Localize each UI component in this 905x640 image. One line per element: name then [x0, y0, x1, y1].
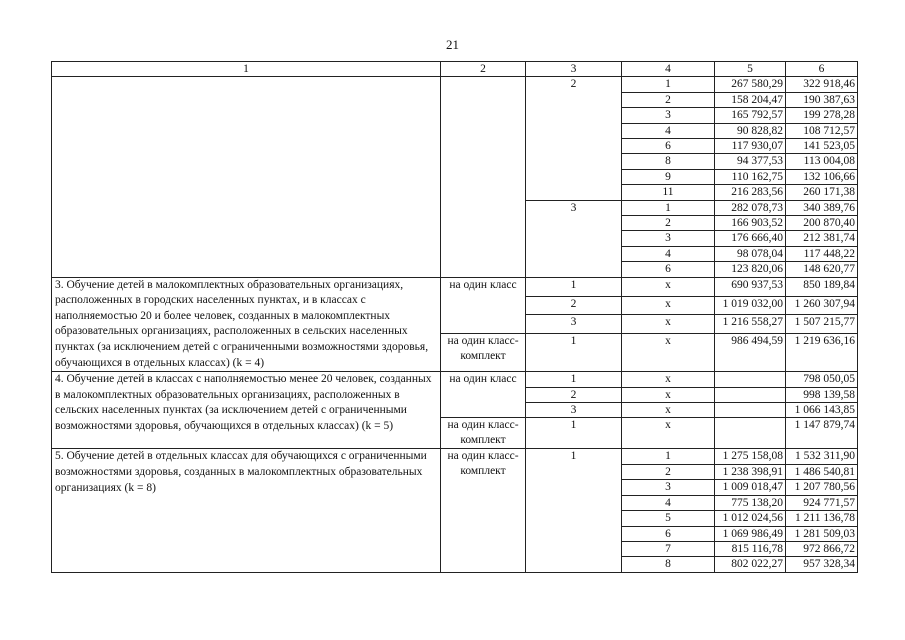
index-cell: 2 [622, 464, 715, 479]
header-row [52, 62, 858, 77]
header-cell-2: 2 [441, 62, 526, 77]
value-cell-5: 1 069 986,49 [715, 526, 786, 541]
value-cell-5: 90 828,82 [715, 123, 786, 138]
value-cell-5: 166 903,52 [715, 216, 786, 231]
index-cell: х [622, 372, 715, 387]
table-row [52, 277, 858, 296]
index-cell: 8 [622, 154, 715, 169]
index-cell: 7 [622, 541, 715, 556]
unit-cell [441, 77, 526, 277]
value-cell-5: 165 792,57 [715, 108, 786, 123]
unit-cell: на один класс [441, 372, 526, 418]
index-cell: 4 [622, 123, 715, 138]
index-cell: 1 [622, 77, 715, 92]
value-cell-6: 1 507 215,77 [786, 315, 858, 334]
value-cell-6: 260 171,38 [786, 185, 858, 200]
header-cell-4: 4 [622, 62, 715, 77]
value-cell-5: 1 012 024,56 [715, 511, 786, 526]
index-cell: 8 [622, 557, 715, 572]
value-cell-5: 94 377,53 [715, 154, 786, 169]
page-number: 21 [446, 37, 459, 52]
value-cell-5: 98 078,04 [715, 246, 786, 261]
value-cell-6: 117 448,22 [786, 246, 858, 261]
index-cell: х [622, 387, 715, 402]
value-cell-6: 924 771,57 [786, 495, 858, 510]
header-cell-5: 5 [715, 62, 786, 77]
index-cell: х [622, 334, 715, 372]
subgroup-cell: 3 [526, 200, 622, 277]
value-cell-6: 957 328,34 [786, 557, 858, 572]
value-cell-6: 1 532 311,90 [786, 449, 858, 464]
value-cell-6: 148 620,77 [786, 262, 858, 277]
subgroup-cell: 1 [526, 334, 622, 372]
value-cell-5: 123 820,06 [715, 262, 786, 277]
value-cell-5: 775 138,20 [715, 495, 786, 510]
index-cell: х [622, 418, 715, 449]
subgroup-cell: 1 [526, 418, 622, 449]
subgroup-cell: 2 [526, 77, 622, 200]
header-cell-6: 6 [786, 62, 858, 77]
description-cell: 5. Обучение детей в отдельных классах для обучающихся с ограниченными возможностями здоровья, созданных в малокомплектных образовательных организациях (k = 8) [52, 449, 441, 572]
tariff-table [51, 61, 858, 573]
unit-cell: на один класс-комплект [441, 334, 526, 372]
index-cell: х [622, 296, 715, 315]
unit-cell: на один класс-комплект [441, 449, 526, 572]
value-cell-6: 1 066 143,85 [786, 403, 858, 418]
description-cell: 3. Обучение детей в малокомплектных образовательных организациях, расположенных в городских населенных пунктах, и в классах с наполняемостью 20 и более человек, созданных в малокомплектных образовательных организациях, расположенных в сельских населенных пунктах (за исключением детей с ограниченными возможностями здоровья, обучающихся в отдельных классах) (k = 4) [52, 277, 441, 372]
value-cell-6: 212 381,74 [786, 231, 858, 246]
index-cell: 3 [622, 231, 715, 246]
value-cell-5: 986 494,59 [715, 334, 786, 372]
description-cell: 4. Обучение детей в классах с наполняемостью менее 20 человек, созданных в малокомплектных образовательных организациях, расположенных в сельских населенных пунктах (за исключением детей с ограниченными возможностями здоровья, обучающихся в отдельных классах) (k = 5) [52, 372, 441, 449]
value-cell-5: 1 019 032,00 [715, 296, 786, 315]
value-cell-6: 998 139,58 [786, 387, 858, 402]
table-row [52, 372, 858, 387]
subgroup-cell: 1 [526, 449, 622, 572]
value-cell-5: 1 216 558,27 [715, 315, 786, 334]
table-row [52, 77, 858, 92]
value-cell-5 [715, 372, 786, 387]
value-cell-6: 1 147 879,74 [786, 418, 858, 449]
value-cell-6: 141 523,05 [786, 139, 858, 154]
value-cell-6: 1 207 780,56 [786, 480, 858, 495]
value-cell-5: 176 666,40 [715, 231, 786, 246]
value-cell-5 [715, 403, 786, 418]
value-cell-6: 199 278,28 [786, 108, 858, 123]
description-cell [52, 77, 441, 277]
value-cell-5: 216 283,56 [715, 185, 786, 200]
index-cell: 6 [622, 526, 715, 541]
value-cell-5: 815 116,78 [715, 541, 786, 556]
index-cell: 2 [622, 92, 715, 107]
value-cell-6: 200 870,40 [786, 216, 858, 231]
subgroup-cell: 3 [526, 315, 622, 334]
unit-cell: на один класс [441, 277, 526, 334]
value-cell-6: 972 866,72 [786, 541, 858, 556]
value-cell-6: 132 106,66 [786, 169, 858, 184]
header-cell-1: 1 [52, 62, 441, 77]
value-cell-6: 850 189,84 [786, 277, 858, 296]
value-cell-5: 158 204,47 [715, 92, 786, 107]
subgroup-cell: 2 [526, 387, 622, 402]
subgroup-cell: 1 [526, 277, 622, 296]
value-cell-6: 108 712,57 [786, 123, 858, 138]
value-cell-6: 1 281 509,03 [786, 526, 858, 541]
index-cell: 2 [622, 216, 715, 231]
index-cell: х [622, 277, 715, 296]
index-cell: 1 [622, 449, 715, 464]
value-cell-6: 1 219 636,16 [786, 334, 858, 372]
value-cell-5: 282 078,73 [715, 200, 786, 215]
unit-cell: на один класс-комплект [441, 418, 526, 449]
index-cell: 4 [622, 495, 715, 510]
value-cell-6: 113 004,08 [786, 154, 858, 169]
subgroup-cell: 1 [526, 372, 622, 387]
value-cell-5: 267 580,29 [715, 77, 786, 92]
index-cell: 6 [622, 262, 715, 277]
value-cell-6: 322 918,46 [786, 77, 858, 92]
table-row [52, 449, 858, 464]
value-cell-5: 1 009 018,47 [715, 480, 786, 495]
value-cell-6: 1 486 540,81 [786, 464, 858, 479]
value-cell-6: 798 050,05 [786, 372, 858, 387]
index-cell: 3 [622, 108, 715, 123]
index-cell: 9 [622, 169, 715, 184]
value-cell-6: 1 211 136,78 [786, 511, 858, 526]
header-cell-3: 3 [526, 62, 622, 77]
value-cell-5: 802 022,27 [715, 557, 786, 572]
index-cell: 6 [622, 139, 715, 154]
value-cell-5: 1 275 158,08 [715, 449, 786, 464]
index-cell: 4 [622, 246, 715, 261]
value-cell-6: 1 260 307,94 [786, 296, 858, 315]
value-cell-6: 190 387,63 [786, 92, 858, 107]
index-cell: х [622, 315, 715, 334]
value-cell-6: 340 389,76 [786, 200, 858, 215]
value-cell-5: 110 162,75 [715, 169, 786, 184]
value-cell-5: 117 930,07 [715, 139, 786, 154]
index-cell: 11 [622, 185, 715, 200]
subgroup-cell: 3 [526, 403, 622, 418]
value-cell-5 [715, 418, 786, 449]
index-cell: 3 [622, 480, 715, 495]
index-cell: 1 [622, 200, 715, 215]
value-cell-5: 1 238 398,91 [715, 464, 786, 479]
subgroup-cell: 2 [526, 296, 622, 315]
value-cell-5 [715, 387, 786, 402]
index-cell: 5 [622, 511, 715, 526]
value-cell-5: 690 937,53 [715, 277, 786, 296]
index-cell: х [622, 403, 715, 418]
